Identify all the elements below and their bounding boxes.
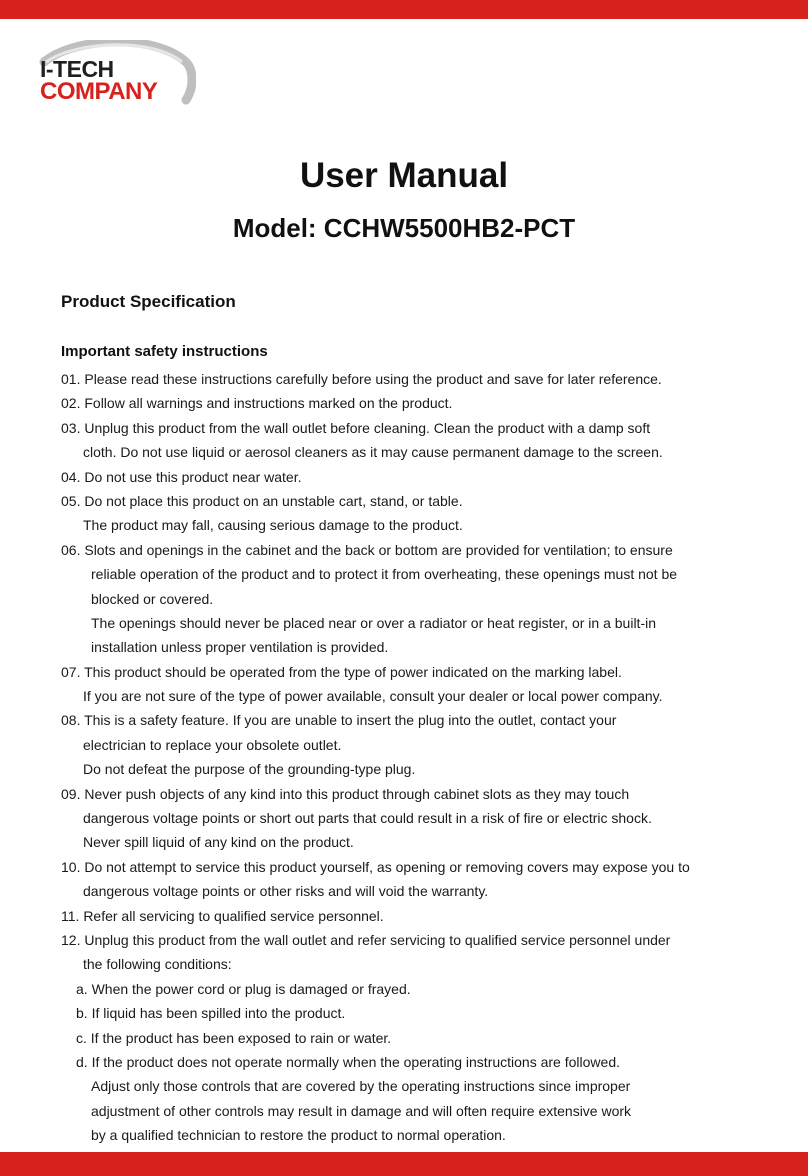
document-title: User Manual <box>299 156 509 195</box>
instruction-line: cloth. Do not use liquid or aerosol cleaners as it may cause permanent damage to the screen. <box>83 444 663 461</box>
instruction-line: the following conditions: <box>83 956 232 973</box>
instruction-line: installation unless proper ventilation is provided. <box>91 639 389 656</box>
instruction-line: 07. This product should be operated from the type of power indicated on the marking label. <box>61 663 622 680</box>
instruction-line: 12. Unplug this product from the wall outlet and refer servicing to qualified service personnel under <box>61 931 671 948</box>
instruction-subitem: d. If the product does not operate normally when the operating instructions are followed. <box>76 1053 620 1070</box>
instruction-line: dangerous voltage points or other risks and will void the warranty. <box>83 883 489 900</box>
instruction-subitem: c. If the product has been exposed to rain or water. <box>76 1029 392 1046</box>
instruction-line: electrician to replace your obsolete outlet. <box>83 736 342 753</box>
instruction-line: 08. This is a safety feature. If you are unable to insert the plug into the outlet, contact your <box>61 712 617 729</box>
instruction-line: dangerous voltage points or short out parts that could result in a risk of fire or electric shock. <box>83 810 652 827</box>
instruction-line: The openings should never be placed near or over a radiator or heat register, or in a built-in <box>91 614 657 631</box>
instruction-line: 02. Follow all warnings and instructions marked on the product. <box>61 395 453 412</box>
safety-instruction-list <box>61 367 701 1148</box>
model-number: Model: CCHW5500HB2-PCT <box>232 213 576 243</box>
instruction-line: 10. Do not attempt to service this product yourself, as opening or removing covers may expose you to <box>61 858 690 875</box>
instruction-line: reliable operation of the product and to protect it from overheating, these openings must not be <box>91 566 678 583</box>
logo-text-top: I-TECH <box>40 56 114 82</box>
safety-heading: Important safety instructions <box>61 343 268 360</box>
section-heading: Product Specification <box>61 292 236 311</box>
instruction-line: 04. Do not use this product near water. <box>61 468 302 485</box>
instruction-line: Do not defeat the purpose of the grounding-type plug. <box>83 761 416 778</box>
instruction-line: If you are not sure of the type of power available, consult your dealer or local power company. <box>83 688 663 705</box>
instruction-line: blocked or covered. <box>91 590 214 607</box>
instruction-line: 05. Do not place this product on an unstable cart, stand, or table. <box>61 492 463 509</box>
logo-text-bottom: COMPANY <box>40 78 158 105</box>
instruction-line: Never spill liquid of any kind on the product. <box>83 834 354 851</box>
company-logo <box>36 40 196 106</box>
instruction-line: 01. Please read these instructions carefully before using the product and save for later reference. <box>61 371 662 387</box>
instruction-line: 11. Refer all servicing to qualified service personnel. <box>61 907 384 924</box>
instruction-line: by a qualified technician to restore the product to normal operation. <box>91 1127 506 1144</box>
instruction-line: 03. Unplug this product from the wall outlet before cleaning. Clean the product with a damp soft <box>61 419 651 436</box>
bottom-red-bar <box>0 1152 808 1176</box>
instruction-line: adjustment of other controls may result in damage and will often require extensive work <box>91 1102 632 1119</box>
instruction-line: The product may fall, causing serious damage to the product. <box>83 517 463 534</box>
instruction-line: Adjust only those controls that are covered by the operating instructions since improper <box>91 1078 631 1095</box>
instruction-line: 09. Never push objects of any kind into this product through cabinet slots as they may touch <box>61 785 630 802</box>
top-red-bar <box>0 0 808 19</box>
instruction-subitem: b. If liquid has been spilled into the product. <box>76 1005 346 1022</box>
instruction-subitem: a. When the power cord or plug is damaged or frayed. <box>76 980 411 997</box>
instruction-line: 06. Slots and openings in the cabinet and the back or bottom are provided for ventilation; to ensure <box>61 541 673 558</box>
